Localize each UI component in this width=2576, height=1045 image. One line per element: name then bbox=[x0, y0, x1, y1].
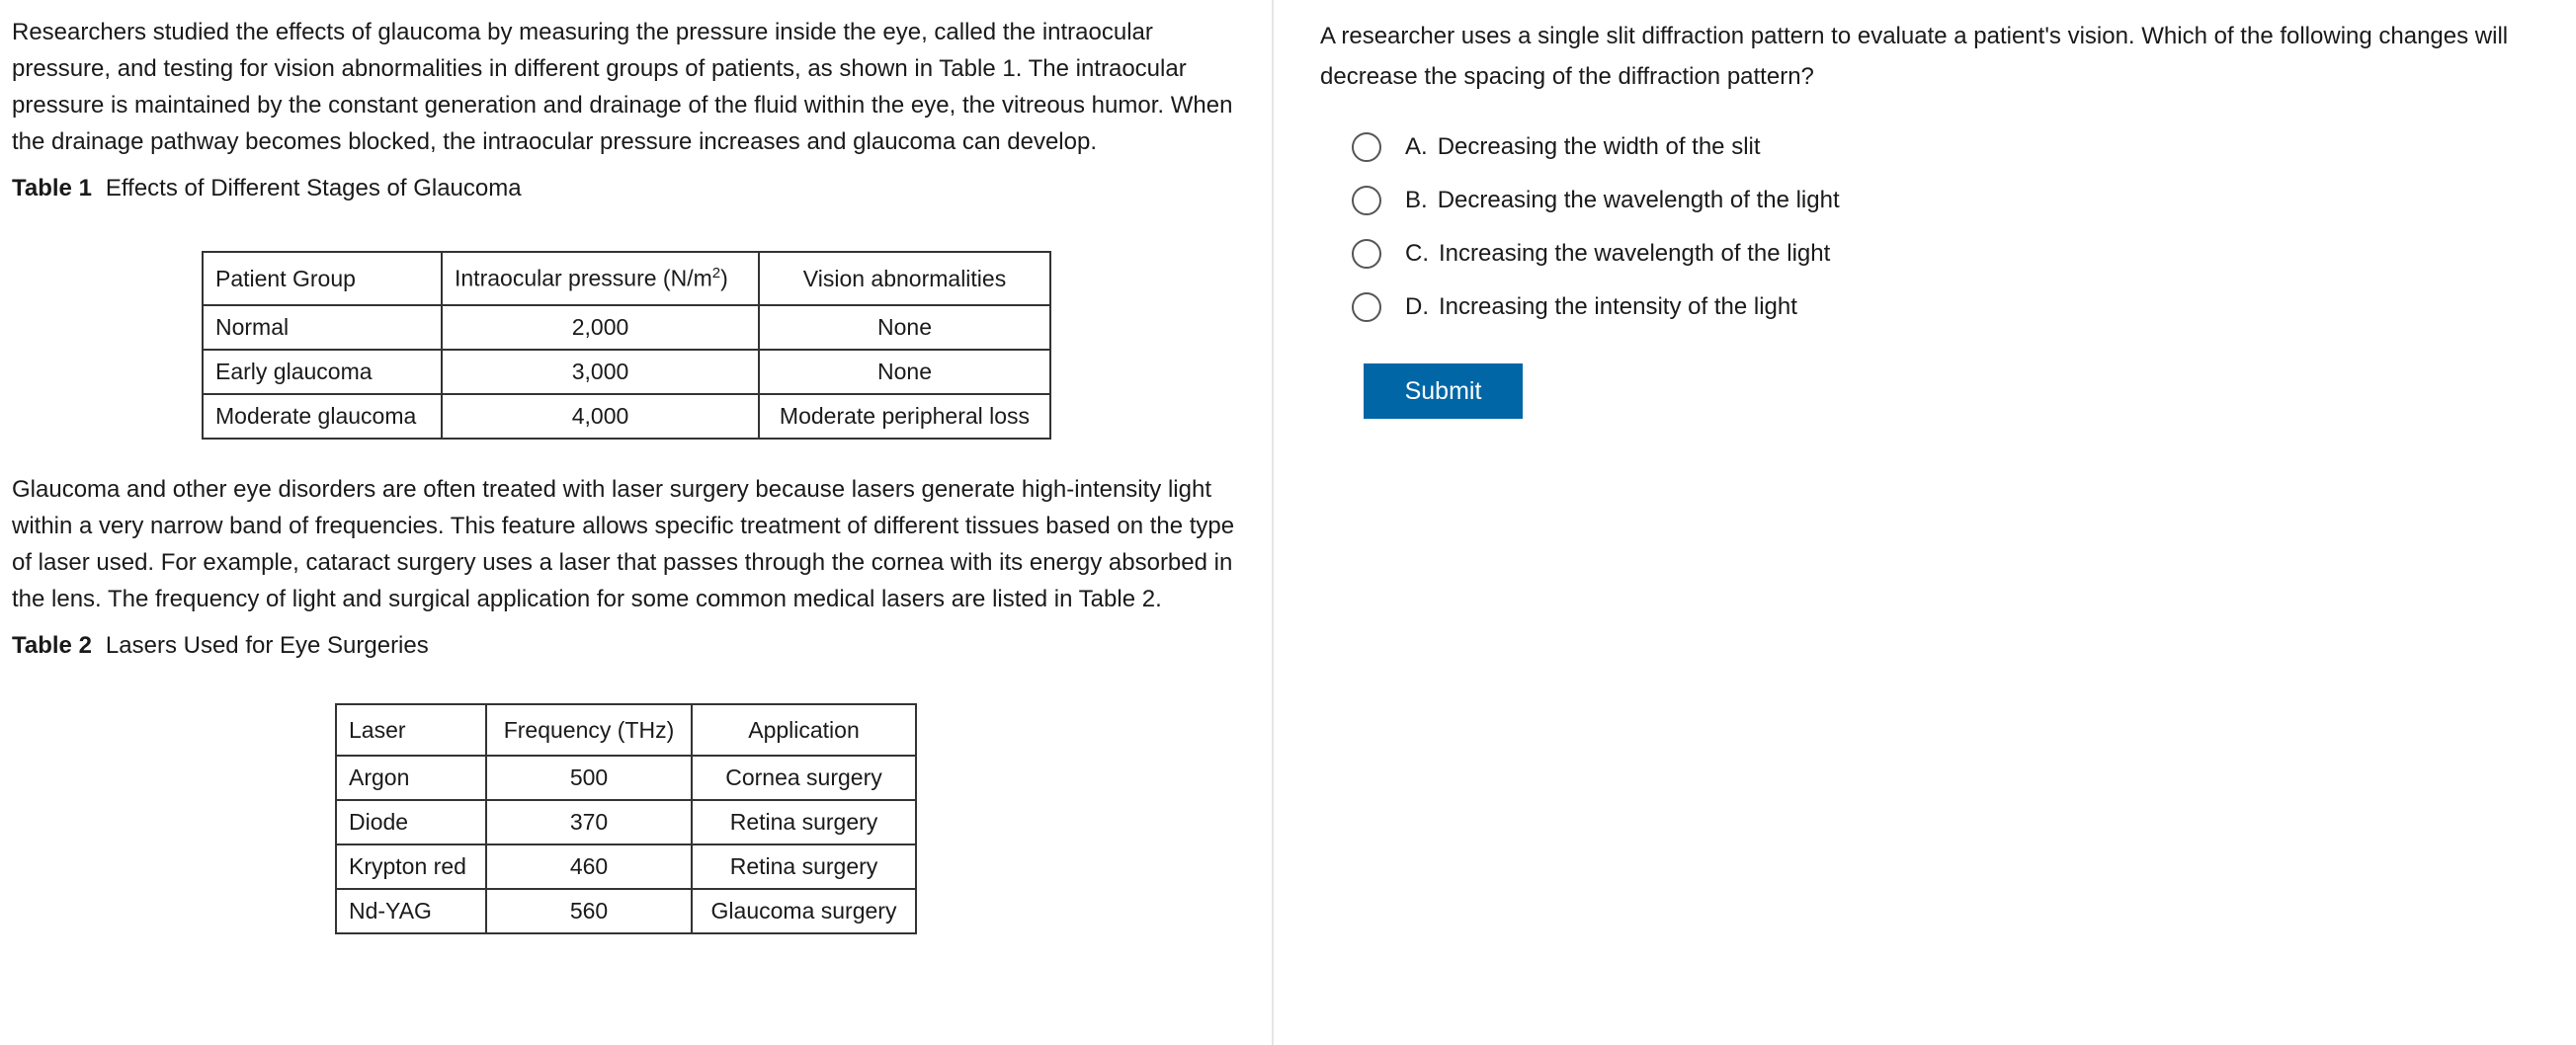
header-text: ) bbox=[720, 265, 728, 291]
option-a[interactable] bbox=[1352, 121, 2576, 174]
radio-button[interactable] bbox=[1352, 132, 1381, 162]
option-d[interactable] bbox=[1352, 281, 2576, 334]
option-text: Increasing the intensity of the light bbox=[1439, 293, 1797, 320]
table-cell: Diode bbox=[336, 800, 486, 844]
table-row bbox=[336, 756, 916, 800]
table-cell: Moderate glaucoma bbox=[203, 394, 442, 439]
table-cell: None bbox=[759, 350, 1050, 394]
passage-paragraph-1: Researchers studied the effects of glaucoma by measuring the pressure inside the eye, called the intraocular pressure, and testing for vision abnormalities in different groups of patients, as shown in Table 1. The intraocular pressure is maintained by the constant generation and drainage of the fluid within the eye, the vitreous humor. When the drainage pathway becomes blocked, the intraocular pressure increases and glaucoma can develop. bbox=[12, 19, 1233, 155]
radio-button[interactable] bbox=[1352, 239, 1381, 269]
table-header-cell: Application bbox=[692, 704, 916, 756]
table-cell: 370 bbox=[486, 800, 692, 844]
option-text: Decreasing the wavelength of the light bbox=[1437, 187, 1840, 213]
table-header-cell: Vision abnormalities bbox=[759, 252, 1050, 305]
question-pane bbox=[1274, 0, 2576, 1045]
table-2-title: Lasers Used for Eye Surgeries bbox=[105, 632, 429, 659]
option-text: Increasing the wavelength of the light bbox=[1439, 240, 1831, 267]
option-c[interactable] bbox=[1352, 227, 2576, 281]
header-superscript: 2 bbox=[711, 265, 721, 282]
table-row bbox=[203, 350, 1050, 394]
table-2-label: Table 2 bbox=[12, 632, 92, 659]
table-cell: None bbox=[759, 305, 1050, 350]
table-cell: 560 bbox=[486, 889, 692, 933]
option-letter: B. bbox=[1405, 187, 1428, 213]
table-header-row bbox=[336, 704, 916, 756]
option-letter: A. bbox=[1405, 133, 1428, 160]
table-2-caption bbox=[12, 627, 1272, 664]
table-cell: Glaucoma surgery bbox=[692, 889, 916, 933]
table-header-cell: Patient Group bbox=[203, 252, 442, 305]
table-header-row bbox=[203, 252, 1050, 305]
radio-button[interactable] bbox=[1352, 186, 1381, 215]
table-1-label: Table 1 bbox=[12, 175, 92, 201]
table-row bbox=[336, 800, 916, 844]
table-row bbox=[336, 889, 916, 933]
header-text: Intraocular pressure (N/m bbox=[455, 265, 712, 291]
answer-options bbox=[1352, 121, 2576, 334]
table-cell: 2,000 bbox=[442, 305, 759, 350]
table-cell: Retina surgery bbox=[692, 800, 916, 844]
table-cell: Early glaucoma bbox=[203, 350, 442, 394]
question-stem: A researcher uses a single slit diffraction pattern to evaluate a patient's vision. Which of the following changes will decrease the spacing of the diffraction pattern? bbox=[1320, 23, 2509, 90]
option-letter: D. bbox=[1405, 293, 1429, 320]
submit-button[interactable]: Submit bbox=[1364, 363, 1523, 419]
table-cell: Nd-YAG bbox=[336, 889, 486, 933]
passage-paragraph-2: Glaucoma and other eye disorders are often treated with laser surgery because lasers generate high-intensity light within a very narrow band of frequencies. This feature allows specific treatment of different tissues based on the type of laser used. For example, cataract surgery uses a laser that passes through the cornea with its energy absorbed in the lens. The frequency of light and surgical application for some common medical lasers are listed in Table 2. bbox=[12, 476, 1235, 612]
table-cell: Cornea surgery bbox=[692, 756, 916, 800]
option-text: Decreasing the width of the slit bbox=[1437, 133, 1761, 160]
option-letter: C. bbox=[1405, 240, 1429, 267]
table-header-cell: Laser bbox=[336, 704, 486, 756]
table-cell: 3,000 bbox=[442, 350, 759, 394]
table-row bbox=[203, 305, 1050, 350]
table-1-caption bbox=[12, 170, 1272, 206]
table-cell: Moderate peripheral loss bbox=[759, 394, 1050, 439]
table-header-cell: Frequency (THz) bbox=[486, 704, 692, 756]
table-cell: Normal bbox=[203, 305, 442, 350]
table-row bbox=[203, 394, 1050, 439]
table-2 bbox=[335, 703, 917, 934]
table-cell: 4,000 bbox=[442, 394, 759, 439]
table-cell: 500 bbox=[486, 756, 692, 800]
table-1-title: Effects of Different Stages of Glaucoma bbox=[105, 175, 522, 201]
radio-button[interactable] bbox=[1352, 292, 1381, 322]
table-row bbox=[336, 844, 916, 889]
passage-pane bbox=[0, 0, 1272, 1045]
table-header-cell bbox=[442, 252, 759, 305]
table-cell: Retina surgery bbox=[692, 844, 916, 889]
table-cell: Krypton red bbox=[336, 844, 486, 889]
option-b[interactable] bbox=[1352, 174, 2576, 227]
table-cell: Argon bbox=[336, 756, 486, 800]
table-1 bbox=[202, 251, 1051, 440]
table-cell: 460 bbox=[486, 844, 692, 889]
